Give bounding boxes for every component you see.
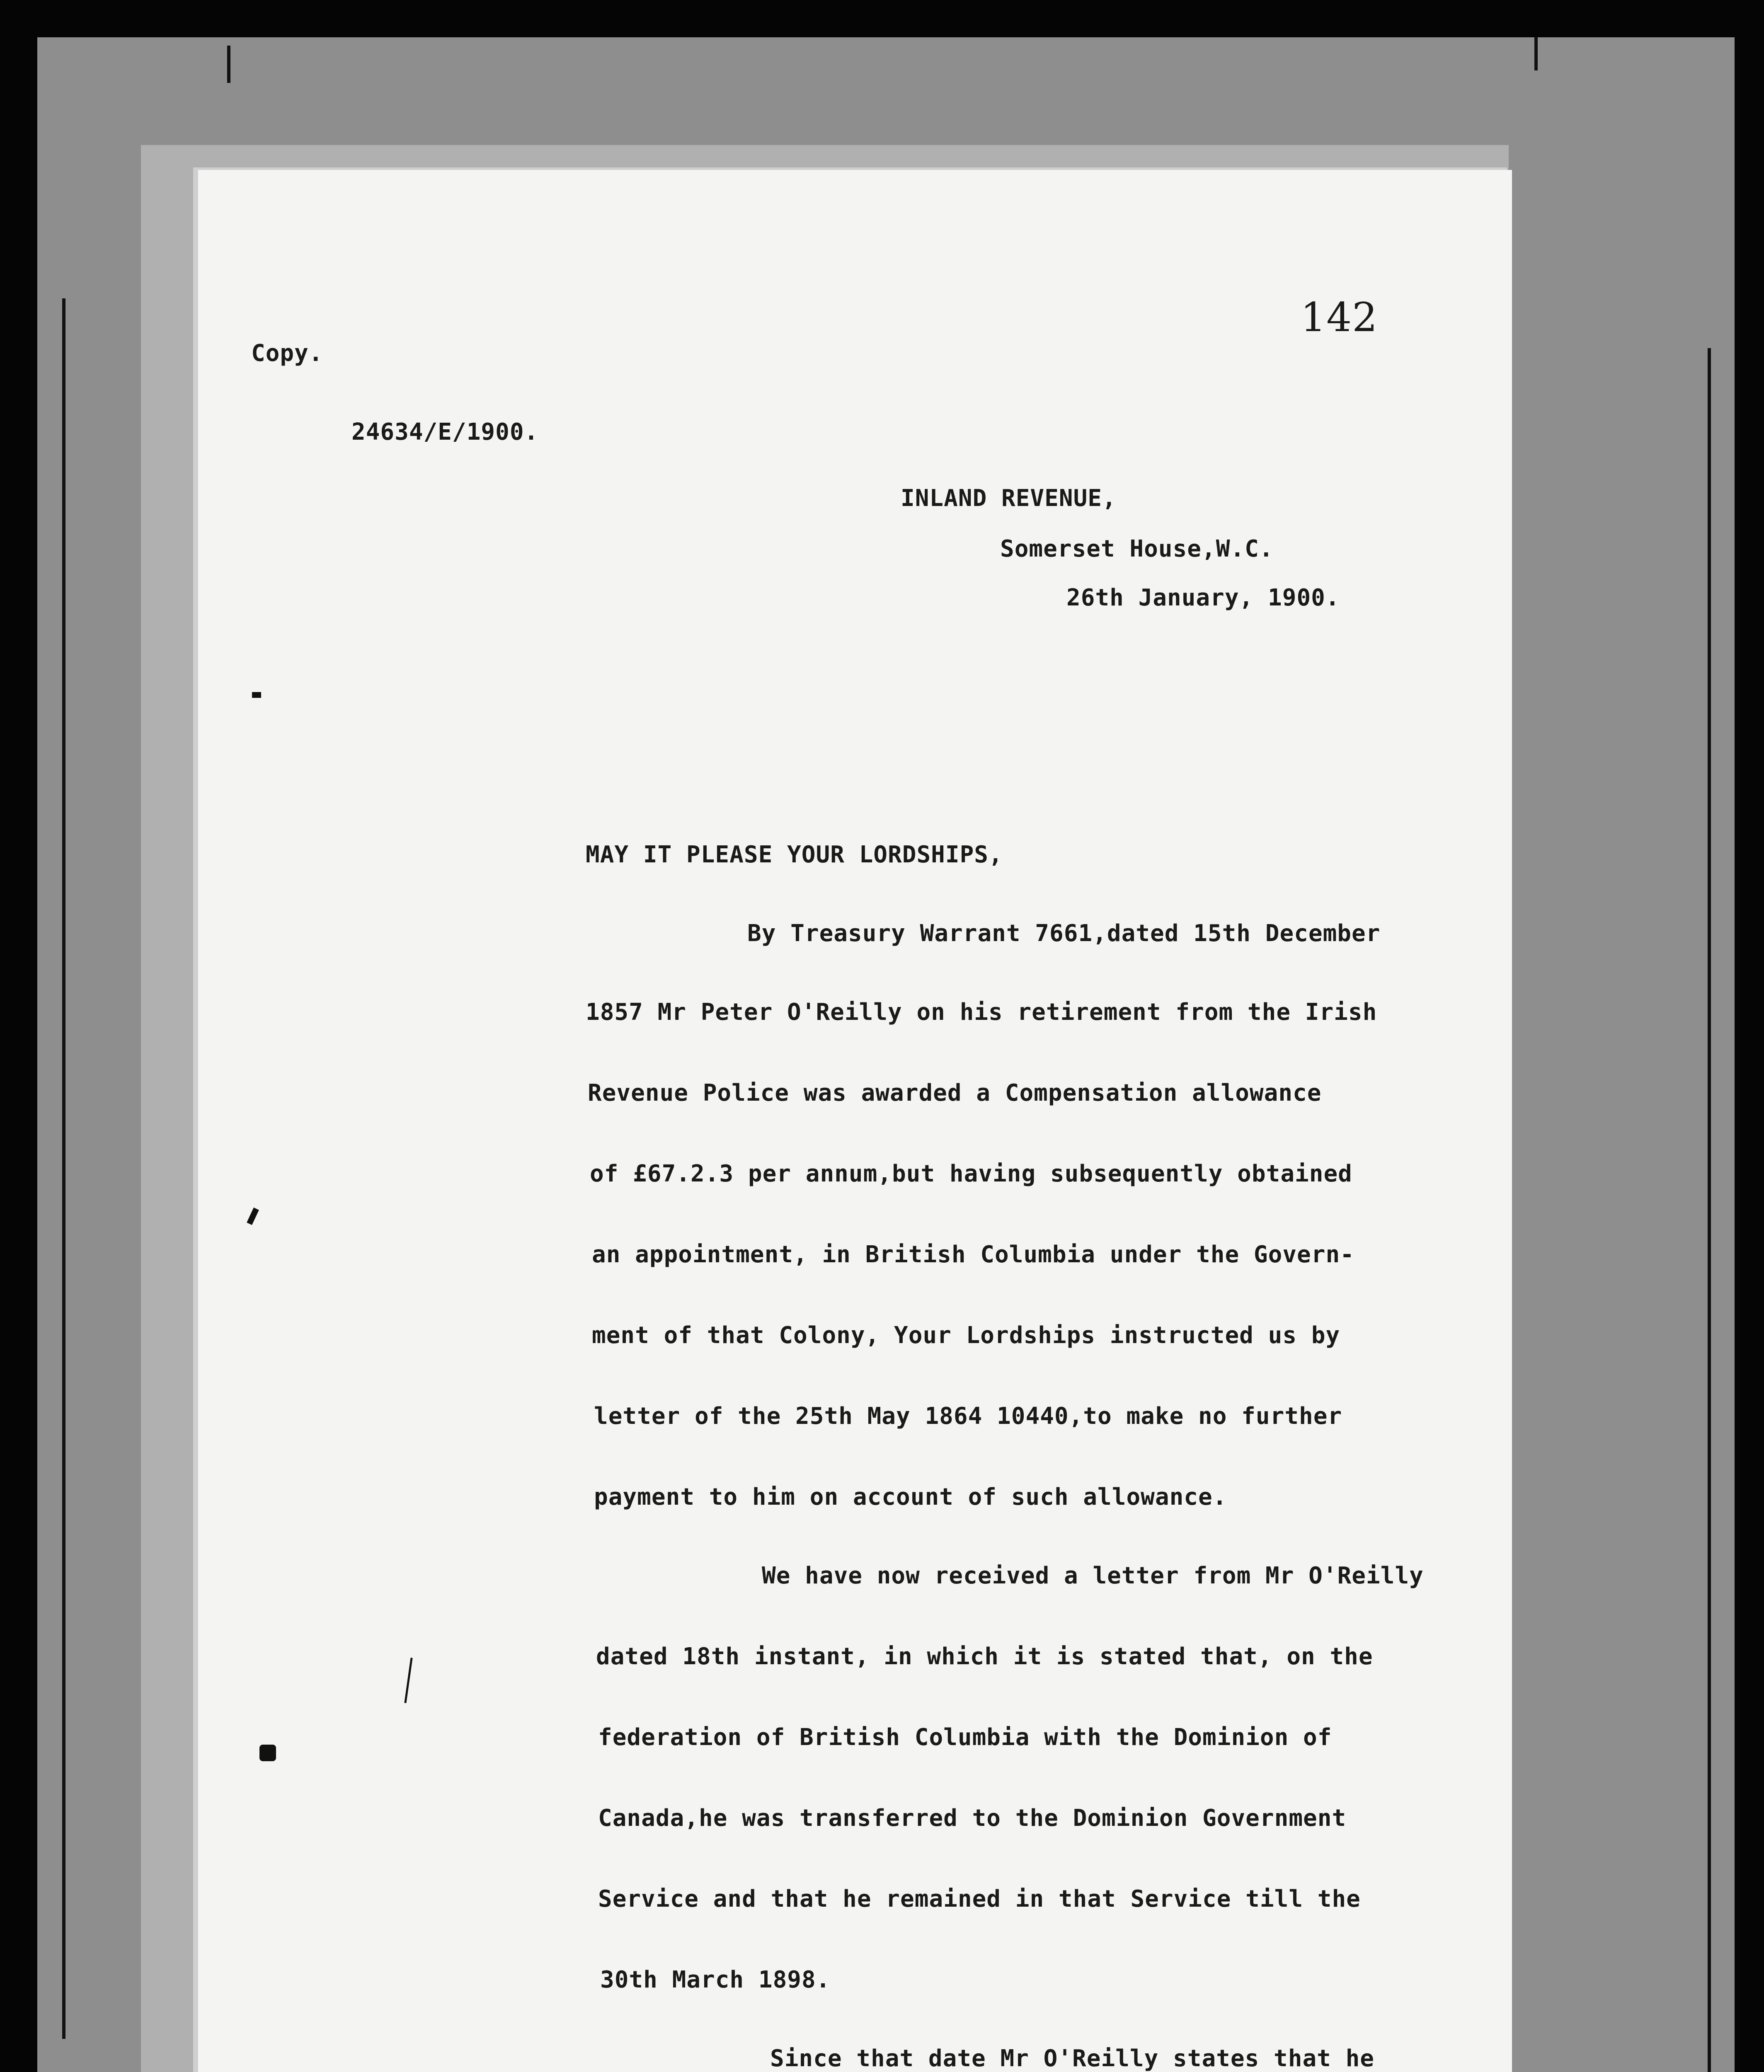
- margin-mark: [247, 1208, 259, 1225]
- left-frame-line: [62, 298, 65, 2039]
- copy-label: Copy.: [251, 340, 323, 367]
- top-tick-right: [1534, 37, 1538, 70]
- salutation: MAY IT PLEASE YOUR LORDSHIPS,: [586, 841, 1003, 868]
- top-tick-left: [227, 46, 230, 83]
- body-line: Canada,he was transferred to the Dominion Government: [598, 1805, 1347, 1832]
- body-line: payment to him on account of such allowance.: [594, 1484, 1227, 1510]
- body-line: Service and that he remained in that Service till the: [598, 1886, 1361, 1912]
- body-line: Since that date Mr O'Reilly states that he: [770, 2045, 1375, 2072]
- body-line: By Treasury Warrant 7661,dated 15th December: [747, 920, 1381, 947]
- reference-number: 24634/E/1900.: [351, 419, 539, 445]
- address-line-2: Somerset House,W.C.: [1000, 535, 1274, 562]
- body-line: of £67.2.3 per annum,but having subsequently obtained: [590, 1160, 1352, 1187]
- body-line: an appointment, in British Columbia under the Govern-: [592, 1241, 1354, 1268]
- address-date: 26th January, 1900.: [1066, 584, 1340, 611]
- body-line: letter of the 25th May 1864 10440,to make no further: [594, 1403, 1342, 1430]
- body-line: We have now received a letter from Mr O'Reilly: [762, 1562, 1424, 1589]
- margin-mark: [259, 1745, 276, 1761]
- body-line: ment of that Colony, Your Lordships instructed us by: [592, 1322, 1340, 1349]
- body-line: federation of British Columbia with the Dominion of: [598, 1724, 1332, 1751]
- margin-mark: [404, 1658, 412, 1703]
- address-line-1: INLAND REVENUE,: [901, 485, 1117, 512]
- document-page: [198, 170, 1512, 2072]
- body-line: dated 18th instant, in which it is stated that, on the: [596, 1643, 1373, 1670]
- body-line: Revenue Police was awarded a Compensation allowance: [588, 1080, 1322, 1106]
- right-frame-line: [1708, 348, 1711, 2072]
- body-line: 30th March 1898.: [600, 1966, 831, 1993]
- margin-mark: [252, 692, 261, 698]
- body-line: 1857 Mr Peter O'Reilly on his retirement from the Irish: [586, 999, 1377, 1026]
- page-number: 142: [1301, 294, 1378, 341]
